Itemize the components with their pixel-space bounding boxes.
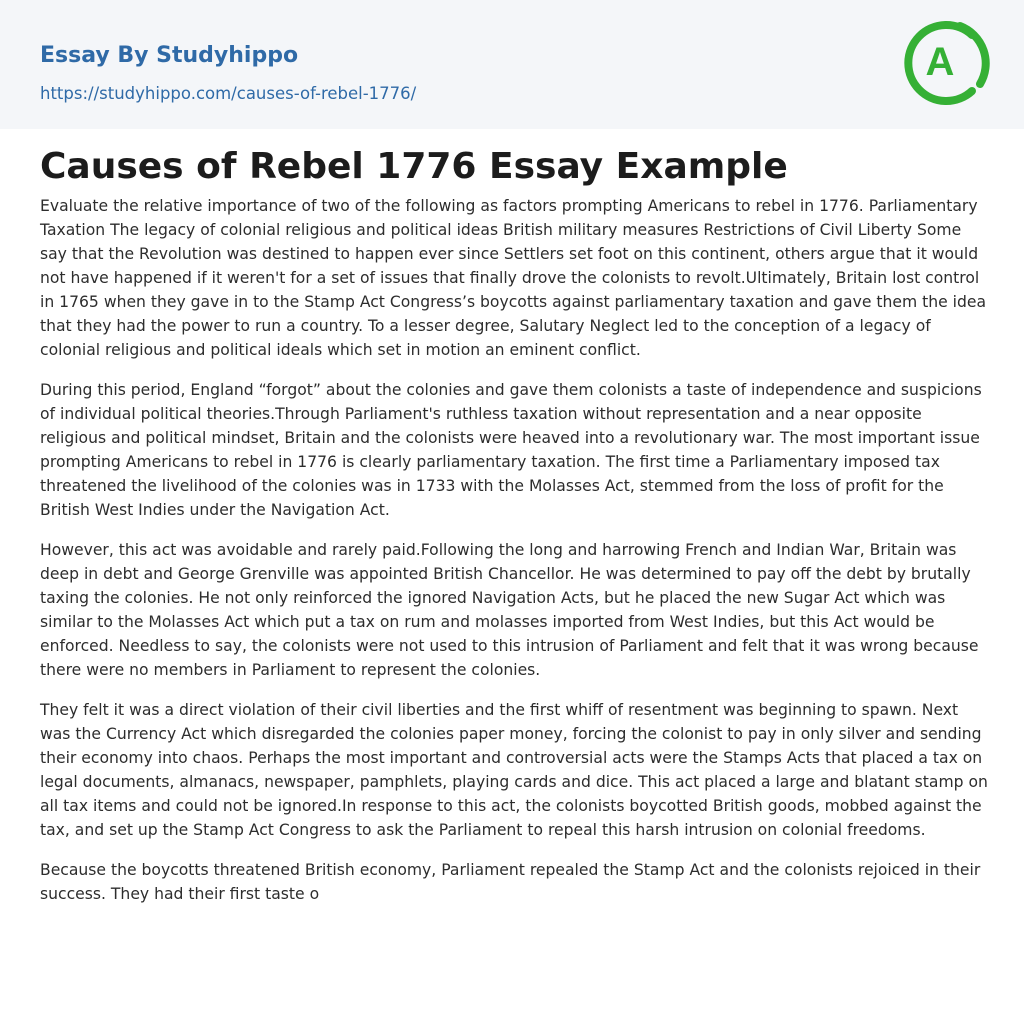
essay-paragraph-2: During this period, England “forgot” about the colonies and gave them colonists a taste of independence and suspicions of individual political theories.Through Parliament's ruthless taxation without representation and a near opposite religious and political mindset, Britain and the colonists were heaved into a revolutionary war. The most important issue prompting Americans to rebel in 1776 is clearly parliamentary taxation. The first time a Parliamentary imposed tax threatened the livelihood of the colonies was in 1733 with the Molasses Act, stemmed from the loss of profit for the British West Indies under the Navigation Act. bbox=[40, 381, 982, 519]
source-url-link[interactable]: https://studyhippo.com/causes-of-rebel-1776/ bbox=[40, 84, 417, 103]
essay-paragraph-5: Because the boycotts threatened British economy, Parliament repealed the Stamp Act and the colonists rejoiced in their success. They had their first taste o bbox=[40, 861, 981, 903]
brand-title: Essay By Studyhippo bbox=[40, 43, 299, 68]
studyhippo-logo-icon[interactable] bbox=[900, 18, 990, 108]
essay-paragraph-1: Evaluate the relative importance of two of the following as factors prompting Americans to rebel in 1776. Parliamentary Taxation The legacy of colonial religious and political ideas British military measures Restrictions of Civil Liberty Some say that the Revolution was destined to happen ever since Settlers set foot on this continent, others argue that it would not have happened if it weren't for a set of issues that finally drove the colonists to revolt.Ultimately, Britain lost control in 1765 when they gave in to the Stamp Act Congress’s boycotts against parliamentary taxation and gave them the idea that they had the power to run a country. To a lesser degree, Salutary Neglect led to the conception of a legacy of colonial religious and political ideals which set in motion an eminent conflict. bbox=[40, 197, 987, 359]
essay-paragraph-3: However, this act was avoidable and rarely paid.Following the long and harrowing French and Indian War, Britain was deep in debt and George Grenville was appointed British Chancellor. He was determined to pay off the debt by brutally taxing the colonies. He not only reinforced the ignored Navigation Acts, but he placed the new Sugar Act which was similar to the Molasses Act which put a tax on rum and molasses imported from West Indies, but this Act would be enforced. Needless to say, the colonists were not used to this intrusion of Parliament and felt that it was wrong because there were no members in Parliament to represent the colonies. bbox=[40, 541, 979, 679]
essay-body bbox=[40, 194, 990, 922]
essay-paragraph-4: They felt it was a direct violation of their civil liberties and the first whiff of resentment was beginning to spawn. Next was the Currency Act which disregarded the colonies paper money, forcing the colonist to pay in only silver and sending their economy into chaos. Perhaps the most important and controversial acts were the Stamps Acts that placed a tax on legal documents, almanacs, newspaper, pamphlets, playing cards and dice. This act placed a large and blatant stamp on all tax items and could not be ignored.In response to this act, the colonists boycotted British goods, mobbed against the tax, and set up the Stamp Act Congress to ask the Parliament to repeal this harsh intrusion on colonial freedoms. bbox=[40, 701, 988, 839]
page-title: Causes of Rebel 1776 Essay Example bbox=[40, 146, 788, 187]
logo-letter: A bbox=[925, 40, 955, 84]
site-header bbox=[0, 0, 1024, 129]
